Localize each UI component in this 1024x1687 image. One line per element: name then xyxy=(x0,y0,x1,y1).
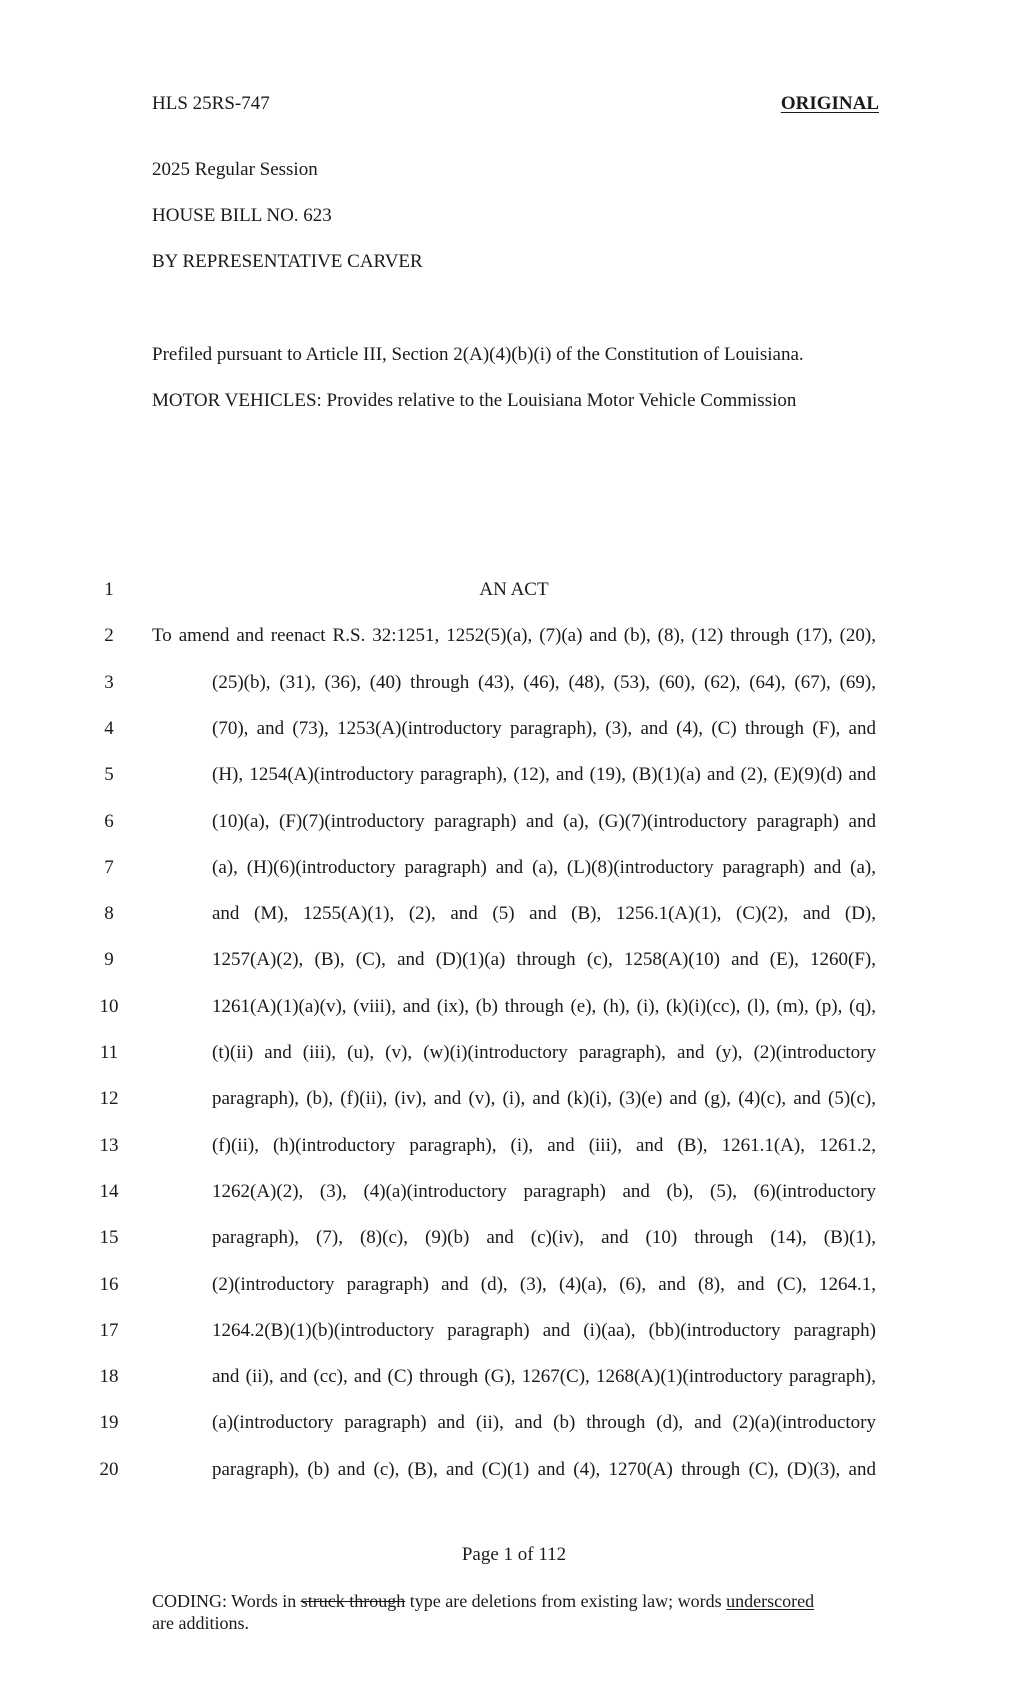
line-text: (t)(ii) and (iii), (u), (v), (w)(i)(introductory paragraph), and (y), (2)(introductory xyxy=(212,1042,876,1063)
line-number: 17 xyxy=(99,1320,119,1341)
line-number: 18 xyxy=(99,1366,119,1387)
line-number: 5 xyxy=(104,764,114,785)
coding-struck-example: struck through xyxy=(300,1591,406,1611)
line-text: (H), 1254(A)(introductory paragraph), (12), and (19), (B)(1)(a) and (2), (E)(9)(d) and xyxy=(212,764,876,785)
line-number: 9 xyxy=(104,949,114,970)
line-number: 16 xyxy=(99,1274,119,1295)
line-text: 1264.2(B)(1)(b)(introductory paragraph) and (i)(aa), (bb)(introductory paragraph) xyxy=(212,1320,876,1341)
line-text: (a)(introductory paragraph) and (ii), and (b) through (d), and (2)(a)(introductory xyxy=(212,1412,876,1433)
line-number: 8 xyxy=(104,903,114,924)
line-text: paragraph), (7), (8)(c), (9)(b) and (c)(iv), and (10) through (14), (B)(1), xyxy=(212,1227,876,1248)
prefiled-note: Prefiled pursuant to Article III, Section 2(A)(4)(b)(i) of the Constitution of Louisiana. xyxy=(152,344,804,365)
line-text: (70), and (73), 1253(A)(introductory paragraph), (3), and (4), (C) through (F), and xyxy=(212,718,876,739)
document-id: HLS 25RS-747 xyxy=(152,93,270,114)
bill-author: BY REPRESENTATIVE CARVER xyxy=(152,251,423,272)
session-line: 2025 Regular Session xyxy=(152,159,318,180)
line-text: (f)(ii), (h)(introductory paragraph), (i), and (iii), and (B), 1261.1(A), 1261.2, xyxy=(212,1135,876,1156)
line-number: 15 xyxy=(99,1227,119,1248)
line-text: (a), (H)(6)(introductory paragraph) and (a), (L)(8)(introductory paragraph) and (a), xyxy=(212,857,876,878)
line-number: 1 xyxy=(104,579,114,600)
line-number: 4 xyxy=(104,718,114,739)
line-text: (25)(b), (31), (36), (40) through (43), (46), (48), (53), (60), (62), (64), (67), (69), xyxy=(212,672,876,693)
line-text: (10)(a), (F)(7)(introductory paragraph) and (a), (G)(7)(introductory paragraph) and xyxy=(212,811,876,832)
line-number: 13 xyxy=(99,1135,119,1156)
coding-underscored-example: underscored xyxy=(726,1591,815,1611)
line-number: 6 xyxy=(104,811,114,832)
line-text: paragraph), (b), (f)(ii), (iv), and (v), (i), and (k)(i), (3)(e) and (g), (4)(c), and (5)(c), xyxy=(212,1088,876,1109)
page-number: Page 1 of 112 xyxy=(461,1544,567,1565)
line-number: 7 xyxy=(104,857,114,878)
line-text: 1262(A)(2), (3), (4)(a)(introductory paragraph) and (b), (5), (6)(introductory xyxy=(212,1181,876,1202)
line-text: (2)(introductory paragraph) and (d), (3), (4)(a), (6), and (8), and (C), 1264.1, xyxy=(212,1274,876,1295)
line-number: 11 xyxy=(99,1042,119,1063)
line-text: 1257(A)(2), (B), (C), and (D)(1)(a) through (c), 1258(A)(10) and (E), 1260(F), xyxy=(212,949,876,970)
line-number: 3 xyxy=(104,672,114,693)
act-title: AN ACT xyxy=(479,579,549,600)
bill-number: HOUSE BILL NO. 623 xyxy=(152,205,332,226)
document-status: ORIGINAL xyxy=(780,93,879,114)
line-number: 2 xyxy=(104,625,114,646)
line-number: 10 xyxy=(99,996,119,1017)
line-text: 1261(A)(1)(a)(v), (viii), and (ix), (b) through (e), (h), (i), (k)(i)(cc), (l), (m), (p), (q), xyxy=(212,996,876,1017)
coding-prefix: CODING: Words in xyxy=(152,1591,301,1611)
line-number: 19 xyxy=(99,1412,119,1433)
bill-subject: MOTOR VEHICLES: Provides relative to the Louisiana Motor Vehicle Commission xyxy=(152,390,797,411)
coding-line2: are additions. xyxy=(152,1613,249,1633)
line-text: and (M), 1255(A)(1), (2), and (5) and (B), 1256.1(A)(1), (C)(2), and (D), xyxy=(212,903,876,924)
line-text: and (ii), and (cc), and (C) through (G), 1267(C), 1268(A)(1)(introductory paragraph), xyxy=(212,1366,876,1387)
line-text: paragraph), (b) and (c), (B), and (C)(1) and (4), 1270(A) through (C), (D)(3), and xyxy=(212,1459,876,1480)
line-number: 12 xyxy=(99,1088,119,1109)
coding-middle: type are deletions from existing law; words xyxy=(405,1591,727,1611)
coding-legend xyxy=(152,1590,876,1634)
line-number: 14 xyxy=(99,1181,119,1202)
line-text: To amend and reenact R.S. 32:1251, 1252(5)(a), (7)(a) and (b), (8), (12) through (17), (20), xyxy=(152,625,876,646)
line-number: 20 xyxy=(99,1459,119,1480)
